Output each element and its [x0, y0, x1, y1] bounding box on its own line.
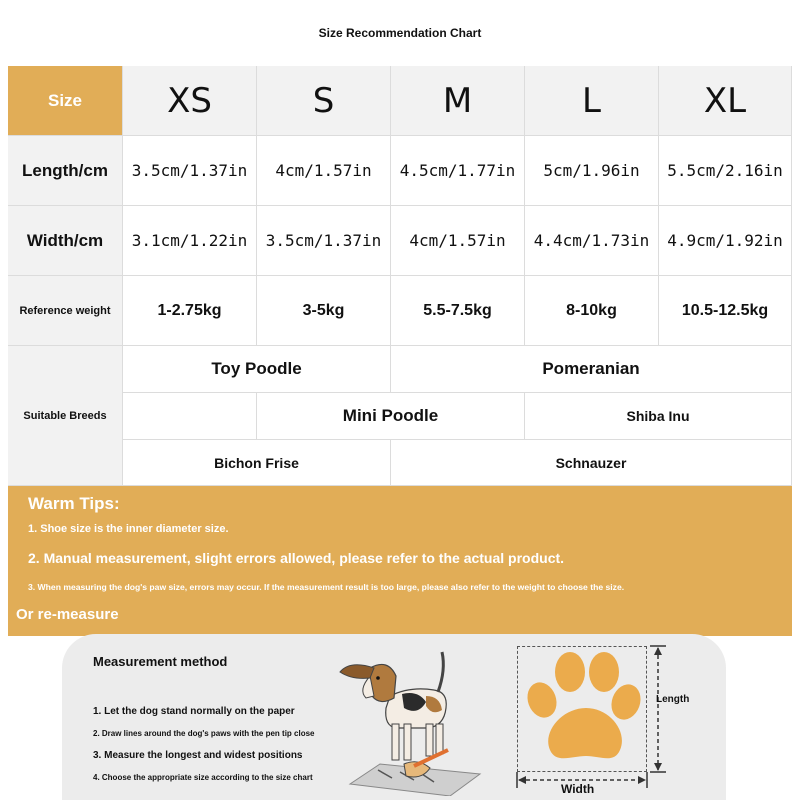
breed-pomeranian: Pomeranian	[391, 346, 792, 393]
width-xl: 4.9cm/1.92in	[659, 206, 792, 276]
breed-shiba-inu: Shiba Inu	[525, 393, 792, 440]
breed-empty-cell	[123, 393, 257, 440]
tip-3: 3. When measuring the dog's paw size, errors may occur. If the measurement result is too large, please also refer to the weight to choose the size.	[28, 582, 625, 592]
breeds-label: Suitable Breeds	[8, 346, 123, 486]
size-xs: XS	[123, 66, 257, 136]
size-header-cell: Size	[8, 66, 123, 136]
size-s: S	[257, 66, 391, 136]
length-m: 4.5cm/1.77in	[391, 136, 525, 206]
measure-step-1: 1. Let the dog stand normally on the paper	[93, 706, 295, 717]
weight-xs: 1-2.75kg	[123, 276, 257, 346]
tip-1: 1. Shoe size is the inner diameter size.	[28, 523, 229, 535]
measurement-heading: Measurement method	[93, 654, 228, 669]
breed-bichon-frise: Bichon Frise	[123, 440, 391, 486]
weight-m: 5.5-7.5kg	[391, 276, 525, 346]
measure-step-4: 4. Choose the appropriate size according to the size chart	[93, 773, 313, 782]
size-m: M	[391, 66, 525, 136]
width-label-diagram: Width	[561, 782, 595, 796]
size-l: L	[525, 66, 659, 136]
breed-mini-poodle: Mini Poodle	[257, 393, 525, 440]
length-label-diagram: Length	[656, 694, 690, 705]
page-title: Size Recommendation Chart	[318, 26, 482, 40]
width-label: Width/cm	[8, 206, 123, 276]
weight-s: 3-5kg	[257, 276, 391, 346]
measurement-panel	[62, 634, 726, 800]
measure-step-2: 2. Draw lines around the dog's paws with the pen tip close	[93, 729, 315, 738]
breed-schnauzer: Schnauzer	[391, 440, 792, 486]
width-s: 3.5cm/1.37in	[257, 206, 391, 276]
measure-step-3: 3. Measure the longest and widest positions	[93, 750, 303, 761]
weight-label: Reference weight	[8, 276, 123, 346]
length-dimension-arrow	[648, 644, 668, 776]
length-l: 5cm/1.96in	[525, 136, 659, 206]
remeasure-note: Or re-measure	[16, 606, 119, 623]
size-xl: XL	[659, 66, 792, 136]
weight-l: 8-10kg	[525, 276, 659, 346]
warm-tips-section	[8, 486, 792, 636]
dog-drawing-illustration	[330, 646, 490, 796]
tips-heading: Warm Tips:	[28, 494, 120, 513]
size-table	[8, 66, 792, 486]
width-m: 4cm/1.57in	[391, 206, 525, 276]
paw-print-icon	[520, 648, 644, 770]
length-xl: 5.5cm/2.16in	[659, 136, 792, 206]
tip-2: 2. Manual measurement, slight errors allowed, please refer to the actual product.	[28, 550, 565, 566]
breed-toy-poodle: Toy Poodle	[123, 346, 391, 393]
length-xs: 3.5cm/1.37in	[123, 136, 257, 206]
length-s: 4cm/1.57in	[257, 136, 391, 206]
length-label: Length/cm	[8, 136, 123, 206]
weight-xl: 10.5-12.5kg	[659, 276, 792, 346]
width-l: 4.4cm/1.73in	[525, 206, 659, 276]
width-xs: 3.1cm/1.22in	[123, 206, 257, 276]
